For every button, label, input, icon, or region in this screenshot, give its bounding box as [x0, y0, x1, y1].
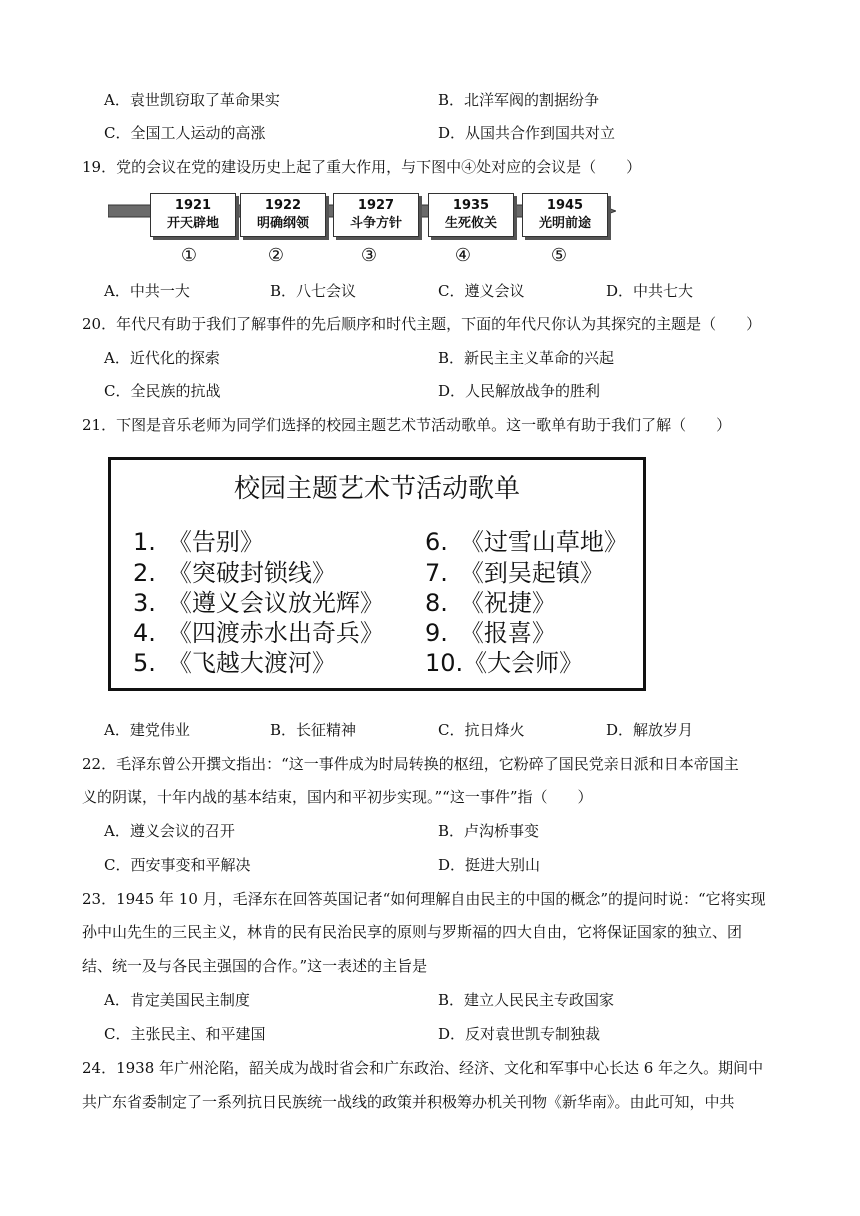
song-5: 5. 《飞越大渡河》 [133, 649, 336, 677]
q19-option-a[interactable]: A．中共一大 [104, 282, 190, 300]
q22-option-b[interactable]: B．卢沟桥事变 [438, 822, 540, 840]
q23-option-c[interactable]: C．主张民主、和平建国 [104, 1025, 266, 1043]
songlist-box [108, 457, 646, 691]
timeline-box-5: 1945 光明前途 [522, 193, 608, 237]
songlist-title: 校园主题艺术节活动歌单 [233, 474, 520, 504]
q21-stem: 21．下图是音乐老师为同学们选择的校园主题艺术节活动歌单。这一歌单有助于我们了解（ ） [82, 416, 732, 434]
song-10: 10.《大会师》 [425, 649, 584, 677]
timeline-num-1: ① [180, 245, 198, 266]
q18-option-a[interactable]: A．袁世凯窃取了革命果实 [104, 91, 280, 109]
q23-option-d[interactable]: D．反对袁世凯专制独裁 [438, 1025, 601, 1043]
q24-stem-line1: 24．1938 年广州沦陷，韶关成为战时省会和广东政治、经济、文化和军事中心长达 6 年之久。期间中 [82, 1059, 764, 1077]
q19-option-c[interactable]: C．遵义会议 [438, 282, 525, 300]
song-6: 6. 《过雪山草地》 [425, 528, 628, 556]
q23-option-a[interactable]: A．肯定美国民主制度 [104, 991, 250, 1009]
song-1: 1. 《告别》 [133, 528, 264, 556]
timeline-box-1: 1921 开天辟地 [150, 193, 236, 237]
q23-stem-line2: 孙中山先生的三民主义，林肯的民有民治民享的原则与罗斯福的四大自由，它将保证国家的独立、团 [82, 923, 743, 941]
timeline-box-4: 1935 生死攸关 [428, 193, 514, 237]
q23-option-b[interactable]: B．建立人民民主专政国家 [438, 991, 615, 1009]
q22-option-d[interactable]: D．挺进大别山 [438, 856, 541, 874]
song-2: 2. 《突破封锁线》 [133, 559, 336, 587]
timeline-num-4: ④ [454, 245, 472, 266]
q19-stem: 19．党的会议在党的建设历史上起了重大作用，与下图中④处对应的会议是（ ） [82, 158, 642, 176]
q21-option-b[interactable]: B．长征精神 [270, 721, 357, 739]
q22-stem-line1: 22．毛泽东曾公开撰文指出：“这一事件成为时局转换的枢纽，它粉碎了国民党亲日派和日本帝国主 [82, 755, 739, 773]
song-9: 9. 《报喜》 [425, 619, 556, 647]
q20-stem: 20．年代尺有助于我们了解事件的先后顺序和时代主题，下面的年代尺你认为其探究的主题是（ ） [82, 315, 762, 333]
q20-option-a[interactable]: A．近代化的探索 [104, 349, 220, 367]
timeline-box-3: 1927 斗争方针 [333, 193, 419, 237]
q18-option-c[interactable]: C．全国工人运动的高涨 [104, 124, 266, 142]
q24-stem-line2: 共广东省委制定了一系列抗日民族统一战线的政策并积极筹办机关刊物《新华南》。由此可知，中共 [82, 1093, 735, 1111]
song-3: 3. 《遵义会议放光辉》 [133, 589, 384, 617]
q20-option-d[interactable]: D．人民解放战争的胜利 [438, 382, 601, 400]
song-7: 7. 《到吴起镇》 [425, 559, 604, 587]
q21-option-c[interactable]: C．抗日烽火 [438, 721, 525, 739]
q23-stem-line3: 结、统一及与各民主强国的合作。”这一表述的主旨是 [82, 957, 428, 975]
q22-option-a[interactable]: A．遵义会议的召开 [104, 822, 235, 840]
song-4: 4. 《四渡赤水出奇兵》 [133, 619, 384, 647]
q22-stem-line2: 义的阴谋，十年内战的基本结束，国内和平初步实现。”“这一事件”指（ ） [82, 788, 593, 806]
q23-stem-line1: 23．1945 年 10 月，毛泽东在回答英国记者“如何理解自由民主的中国的概念”的提问时说：“它将实现 [82, 890, 766, 908]
q21-option-d[interactable]: D．解放岁月 [606, 721, 694, 739]
timeline-num-5: ⑤ [550, 245, 568, 266]
q18-option-b[interactable]: B．北洋军阀的割据纷争 [438, 91, 600, 109]
q19-option-d[interactable]: D．中共七大 [606, 282, 694, 300]
q20-option-c[interactable]: C．全民族的抗战 [104, 382, 221, 400]
q19-option-b[interactable]: B．八七会议 [270, 282, 357, 300]
timeline-box-2: 1922 明确纲领 [240, 193, 326, 237]
song-8: 8. 《祝捷》 [425, 589, 556, 617]
timeline-num-2: ② [267, 245, 285, 266]
q20-option-b[interactable]: B．新民主主义革命的兴起 [438, 349, 615, 367]
q18-option-d[interactable]: D．从国共合作到国共对立 [438, 124, 616, 142]
timeline-num-3: ③ [360, 245, 378, 266]
q21-option-a[interactable]: A．建党伟业 [104, 721, 190, 739]
q22-option-c[interactable]: C．西安事变和平解决 [104, 856, 251, 874]
